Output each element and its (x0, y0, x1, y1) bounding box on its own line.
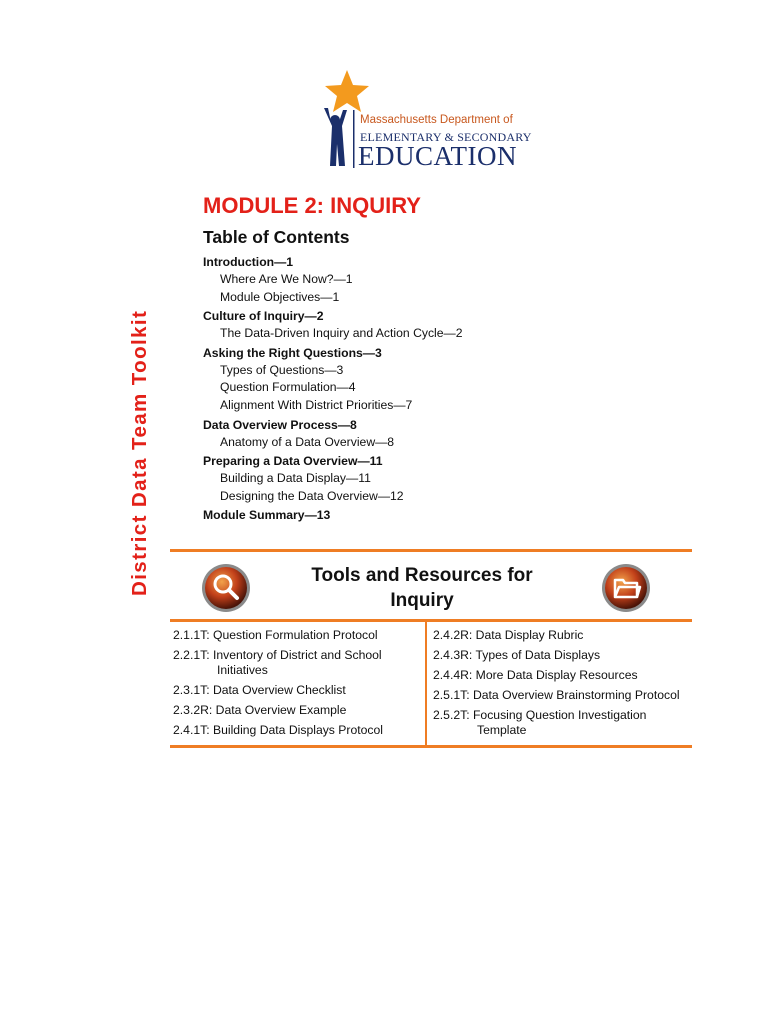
toc-subsection: Where Are We Now?—1 (220, 272, 353, 286)
tool-item[interactable]: 2.5.2T: Focusing Question Investigation Template (433, 708, 647, 737)
column-divider (425, 622, 427, 746)
tool-item[interactable]: 2.3.2R: Data Overview Example (173, 703, 347, 717)
star-icon (325, 70, 369, 112)
tool-item[interactable]: 2.4.4R: More Data Display Resources (433, 668, 638, 682)
toc-section (203, 254, 623, 306)
magnifier-icon (200, 562, 252, 614)
toc-subsection: The Data-Driven Inquiry and Action Cycle—2 (220, 326, 463, 341)
toc-section-title: Asking the Right Questions—3 (203, 345, 382, 360)
table-of-contents (203, 254, 623, 526)
toc-heading: Table of Contents (203, 227, 350, 247)
tool-item[interactable]: 2.4.1T: Building Data Displays Protocol (173, 723, 384, 737)
module-title: MODULE 2: INQUIRY (203, 193, 421, 218)
toc-section (203, 507, 623, 524)
tool-item[interactable]: 2.5.1T: Data Overview Brainstorming Protocol (433, 688, 680, 702)
top-rule (170, 549, 692, 552)
toc-section-title: Preparing a Data Overview—11 (203, 454, 383, 469)
toc-section-title: Introduction—1 (203, 255, 294, 269)
side-title: District Data Team Toolkit (128, 309, 151, 596)
toc-section (203, 345, 623, 415)
toc-section-title: Module Summary—13 (203, 508, 331, 523)
bottom-rule (170, 745, 692, 748)
tools-right-column (433, 628, 693, 743)
tools-title-line-1: Tools and Resources for (311, 565, 533, 586)
toc-section (203, 417, 623, 452)
toc-subsection: Module Objectives—1 (220, 289, 340, 304)
tools-title-line-2: Inquiry (390, 590, 454, 611)
logo-line-3: EDUCATION (358, 141, 517, 171)
toc-subsection: Building a Data Display—11 (220, 471, 371, 486)
folder-icon (600, 562, 652, 614)
tools-left-column (173, 628, 421, 743)
toc-subsection: Question Formulation—4 (220, 380, 356, 395)
toc-section (203, 308, 623, 343)
tools-title (272, 563, 572, 613)
toc-subsection: Alignment With District Priorities—7 (220, 397, 413, 412)
toc-subsection: Anatomy of a Data Overview—8 (220, 434, 395, 449)
tool-item[interactable]: 2.4.3R: Types of Data Displays (433, 648, 601, 662)
toc-subsection: Types of Questions—3 (220, 362, 344, 377)
logo-line-2: ELEMENTARY & SECONDARY (360, 130, 532, 144)
tool-item[interactable]: 2.3.1T: Data Overview Checklist (173, 683, 346, 697)
toc-section-title: Culture of Inquiry—2 (203, 309, 324, 324)
logo-line-1: Massachusetts Department of (360, 114, 513, 126)
toc-section-title: Data Overview Process—8 (203, 417, 357, 432)
tool-item[interactable]: 2.4.2R: Data Display Rubric (433, 628, 584, 642)
toc-section (203, 453, 623, 505)
toc-subsection: Designing the Data Overview—12 (220, 488, 404, 503)
middle-rule (170, 619, 692, 622)
tool-item[interactable]: 2.1.1T: Question Formulation Protocol (173, 628, 378, 642)
tool-item[interactable]: 2.2.1T: Inventory of District and School Initiatives (173, 648, 382, 677)
